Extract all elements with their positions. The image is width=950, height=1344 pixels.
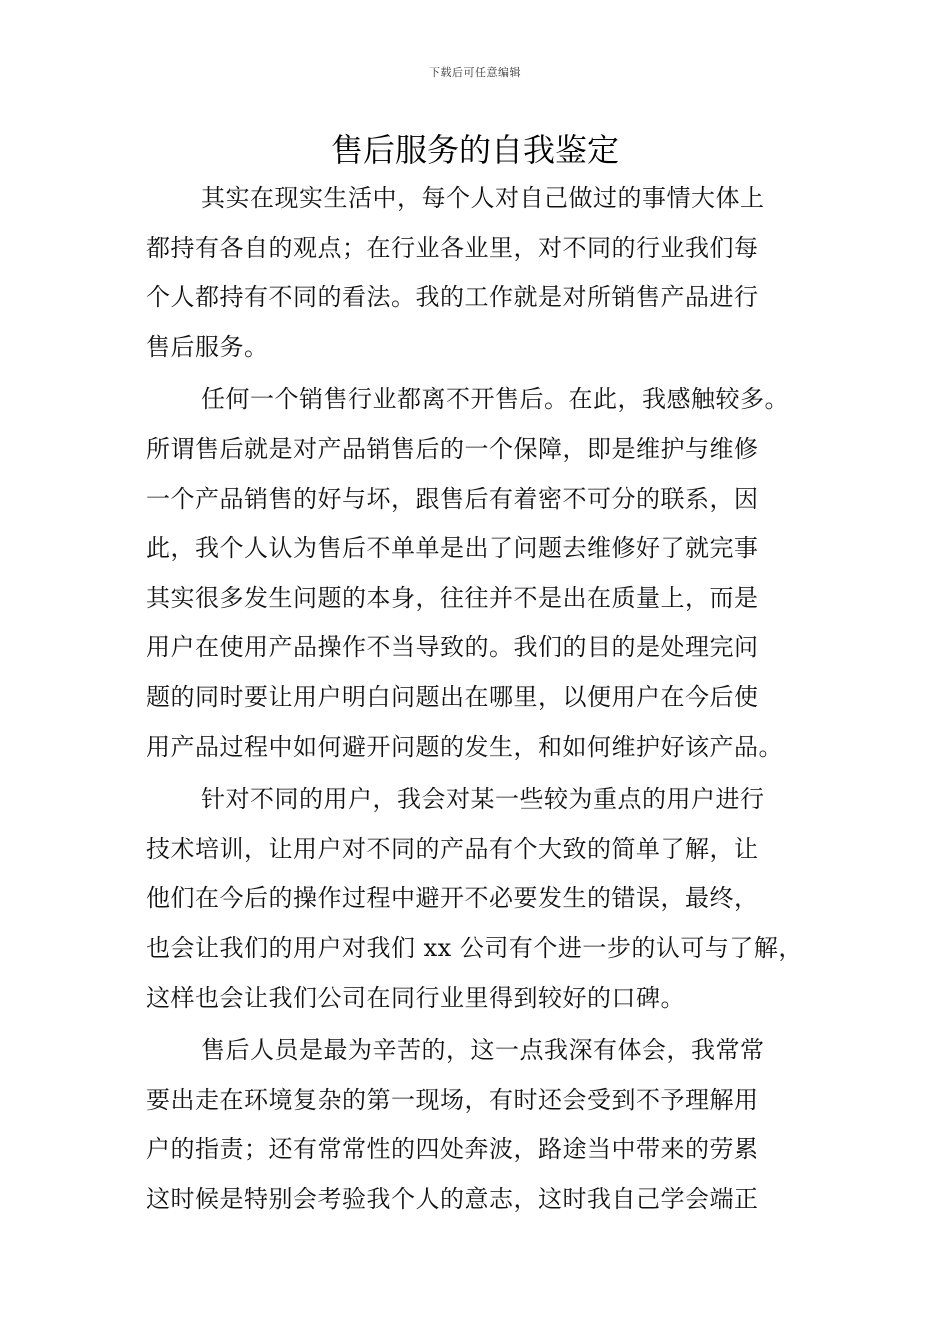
text-line: 都持有各自的观点；在行业各业里，对不同的行业我们每	[146, 233, 759, 262]
text-line: 其实在现实生活中，每个人对自己做过的事情大体上	[201, 184, 765, 212]
paragraph-2	[146, 375, 826, 772]
text-line: 要出走在环境复杂的第一现场，有时还会受到不予理解用	[146, 1085, 759, 1114]
text-line: 所谓售后就是对产品销售后的一个保障，即是维护与维修	[146, 434, 759, 463]
paragraph-4	[146, 1026, 826, 1224]
text-line: 此，我个人认为售后不单单是出了问题去维修好了就完事	[146, 534, 759, 563]
text-line: 一个产品销售的好与坏，跟售后有着密不可分的联系，因	[146, 484, 759, 513]
text-line: 这时候是特别会考验我个人的意志，这时我自己学会端正	[146, 1184, 759, 1213]
header-note: 下载后可任意编辑	[429, 66, 521, 79]
text-line: 户的指责；还有常常性的四处奔波，路途当中带来的劳累	[146, 1135, 759, 1164]
text-line: 任何一个销售行业都离不开售后。在此，我感触较多。	[201, 385, 789, 414]
text-line: 用产品过程中如何避开问题的发生，和如何维护好该产品。	[146, 732, 783, 761]
text-line: 题的同时要让用户明白问题出在哪里，以便用户在今后使	[146, 682, 759, 711]
text-line: 也会让我们的用户对我们 xx 公司有个进一步的认可与了解，	[146, 933, 803, 962]
paragraph-1	[146, 174, 826, 372]
text-line: 用户在使用产品操作不当导致的。我们的目的是处理完问	[146, 633, 759, 662]
text-line: 个人都持有不同的看法。我的工作就是对所销售产品进行	[146, 283, 759, 312]
paragraph-3	[146, 775, 826, 1023]
text-line: 针对不同的用户，我会对某一些较为重点的用户进行	[201, 785, 765, 814]
text-line: 其实很多发生问题的本身，往往并不是出在质量上，而是	[146, 583, 759, 612]
document-title: 售后服务的自我鉴定	[330, 131, 619, 169]
text-line: 售后人员是最为辛苦的，这一点我深有体会，我常常	[201, 1036, 765, 1065]
text-line: 技术培训，让用户对不同的产品有个大致的简单了解，让	[146, 834, 759, 863]
text-line: 售后服务。	[146, 332, 269, 361]
text-line: 这样也会让我们公司在同行业里得到较好的口碑。	[146, 983, 685, 1012]
text-line: 他们在今后的操作过程中避开不必要发生的错误，最终，	[146, 884, 759, 913]
document-body	[146, 174, 826, 1224]
